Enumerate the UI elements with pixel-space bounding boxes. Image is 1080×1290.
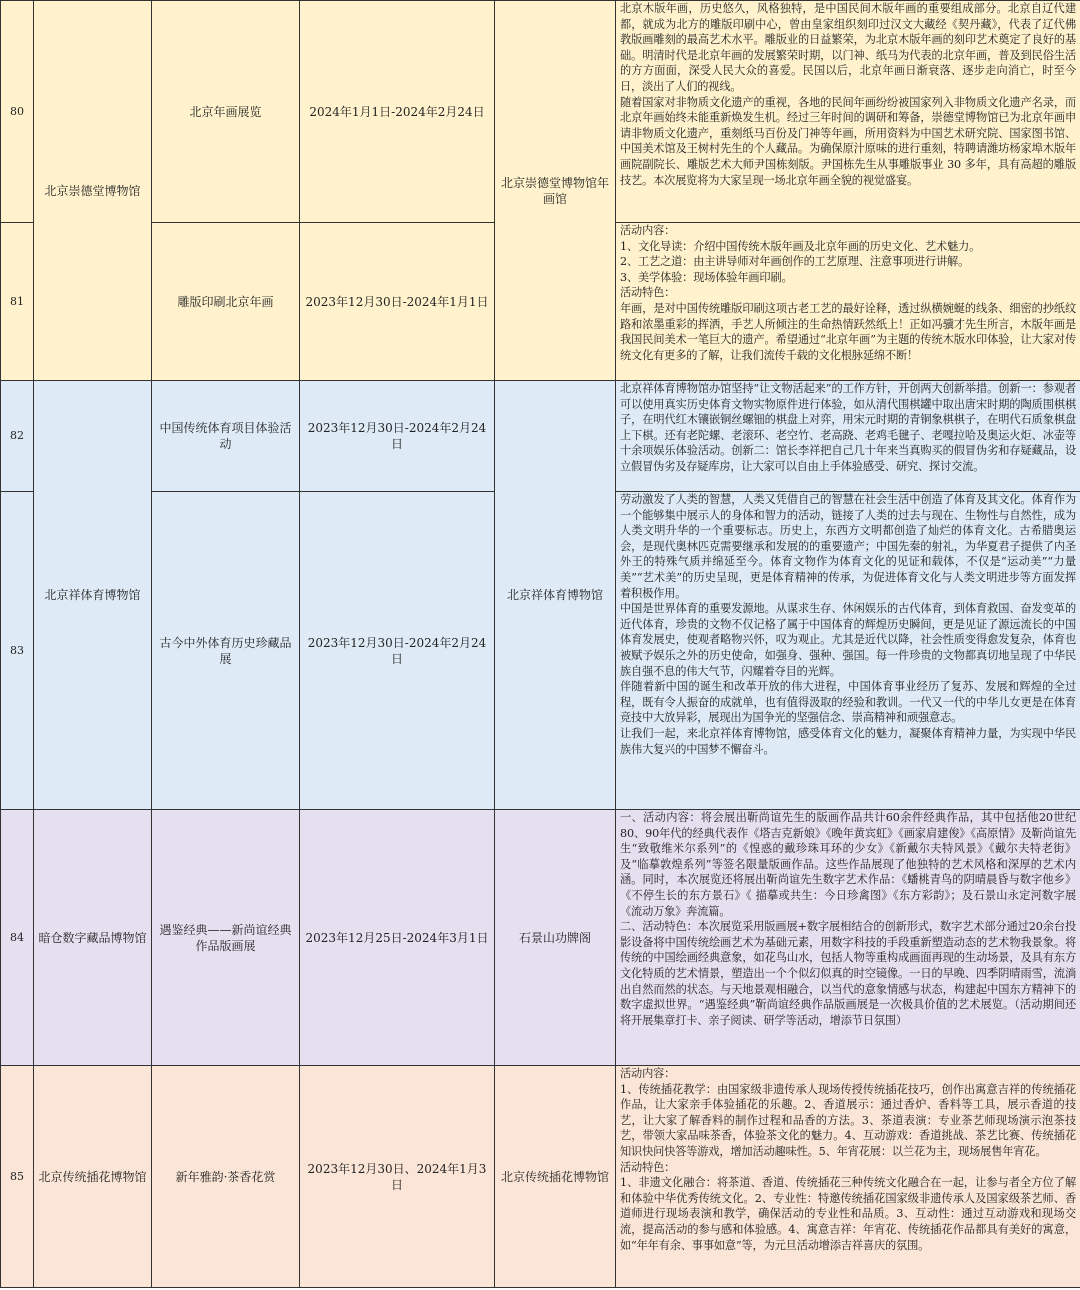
exhibition-dates: 2023年12月30日-2024年2月24日	[300, 492, 495, 810]
exhibition-dates: 2024年1月1日-2024年2月24日	[300, 1, 495, 223]
venue: 石景山功牌阁	[495, 810, 616, 1066]
row-number: 82	[1, 381, 34, 492]
row-number: 84	[1, 810, 34, 1066]
description-text: 北京木版年画，历史悠久，风格独特，是中国民间木版年画的重要组成部分。北京自辽代建都，就成为北方的雕版印刷中心，曾由皇家组织刻印过汉文大藏经《契丹藏》，代表了辽代佛教版画雕刻的最高艺术水平。雕版业的日益繁荣，为北京木版年画的刻印艺术奠定了良好的基础。明清时代是北京年画的发展繁荣时期，以门神、纸马为代表的北京年画，普及到民俗生活的方方面面，深受人民大众的喜爱。民国以后，北京年画日渐衰落、逐步走向消亡，时至今日，淡出了人们的视线。 随着国家对非物质文化遗产的重视，各地的民间年画纷纷被国家列入非物质文化遗产名录，而北京年画始终未能重新焕发生机。经过三年时间的调研和筹备，崇德堂博物馆已为北京年画申请非物质文化遗产，重刻纸马百份及门神等年画，所用资料为中国艺术研究院、国家图书馆、中国美术馆及王树村先生的个人藏品。为确保原汁原味的进行重刻，特聘请潍坊杨家埠木版年画院副院长、雕版艺术大师尹国栋刻版。尹国栋先生从事雕版事业 30 多年，具有高超的雕版技艺。本次展览将为大家呈现一场北京年画全貌的视觉盛宴。	[620, 2, 1076, 187]
row-number: 80	[1, 1, 34, 223]
row-number: 85	[1, 1066, 34, 1288]
venue: 北京崇德堂博物馆年画馆	[495, 1, 616, 381]
description	[616, 1066, 1080, 1288]
museum-name: 北京祥体育博物馆	[34, 381, 152, 810]
museum-name: 北京崇德堂博物馆	[34, 1, 152, 381]
exhibition-name: 新年雅韵·茶香花赏	[152, 1066, 300, 1288]
table-row	[1, 1066, 1080, 1288]
description	[616, 810, 1080, 1066]
exhibition-name: 遇鉴经典——新尚谊经典作品版画展	[152, 810, 300, 1066]
exhibition-name: 北京年画展览	[152, 1, 300, 223]
museum-name: 北京传统插花博物馆	[34, 1066, 152, 1288]
exhibition-dates: 2023年12月30日、2024年1月3日	[300, 1066, 495, 1288]
description-text: 活动内容： 1、传统插花教学：由国家级非遗传承人现场传授传统插花技巧，创作出寓意吉祥的传统插花作品，让大家亲手体验插花的乐趣。2、香道展示：通过香炉、香料等工具，展示香道的技艺，让大家了解香料的制作过程和品香的方法。3、茶道表演：专业茶艺师现场演示泡茶技艺，带领大家品味茶香，体验茶文化的魅力。4、互动游戏：香道挑战、茶艺比赛、传统插花知识快问快答等游戏，增加活动趣味性。5、年宵花展：以兰花为主，现场展售年宵花。 活动特色： 1、非遗文化融合：将茶道、香道、传统插花三种传统文化融合在一起，让参与者全方位了解和体验中华优秀传统文化。2、专业性：特邀传统插花国家级非遗传承人及国家级茶艺师、香道师进行现场表演和教学，确保活动的专业性和品质。3、互动性：通过互动游戏和现场交流，提高活动的参与感和体验感。4、寓意吉祥：年宵花、传统插花作品都具有美好的寓意，如“年年有余、事事如意”等，为元旦活动增添吉祥喜庆的氛围。	[620, 1067, 1076, 1252]
table-row	[1, 1, 1080, 223]
table-row	[1, 381, 1080, 492]
museum-name: 暗仓数字藏品博物馆	[34, 810, 152, 1066]
table-row	[1, 810, 1080, 1066]
venue: 北京传统插花博物馆	[495, 1066, 616, 1288]
exhibition-name: 古今中外体育历史珍藏品展	[152, 492, 300, 810]
description-text: 北京祥体育博物馆办馆坚持“让文物活起来”的工作方针，开创两大创新举措。创新一：参观者可以使用真实历史体育文物实物原件进行体验，如从清代围棋罐中取出唐宋时期的陶质围棋棋子，在明代红木镶嵌铜丝螺钿的棋盘上对弈，用宋元时期的青铜象棋棋子，在明代石质象棋盘上下棋。还有老陀螺、老滚环、老空竹、老高跷、老鸡毛毽子、老嘎拉哈及奥运火炬、冰壶等十余项娱乐体验活动。创新二：馆长李祥把自己几十年来当真购买的假冒伪劣和存疑藏品，设立假冒伪劣及存疑库房，让大家可以自由上手体验感受、研究、探讨交流。	[620, 382, 1076, 473]
exhibition-name: 中国传统体育项目体验活动	[152, 381, 300, 492]
exhibition-dates: 2023年12月25日-2024年3月1日	[300, 810, 495, 1066]
exhibition-dates: 2023年12月30日-2024年2月24日	[300, 381, 495, 492]
row-number: 81	[1, 223, 34, 381]
description-text: 劳动激发了人类的智慧，人类又凭借自己的智慧在社会生活中创造了体育及其文化。体育作为一个能够集中展示人的身体和智力的活动，链接了人类的过去与现在、生物性与自然性，成为人类文明升华的一个重要标志。历史上，东西方文明都创造了灿烂的体育文化。古希腊奥运会，是现代奥林匹克需要继承和发展的的重要遗产；中国先秦的射礼，为华夏君子提供了内圣外王的特殊气质并绵延至今。体育文物作为体育文化的见证和载体，不仅是“运动美”“力量美”“艺术美”的历史呈现，更是体育精神的传承，为促进体育文化与人类文明进步等方面发挥着积极作用。 中国是世界体育的重要发源地。从谋求生存、休闲娱乐的古代体育，到体育救国、奋发变革的近代体育，珍贵的文物不仅记格了属于中国体育的辉煌历史瞬间，更是见证了源远流长的中国体育发展史，使观者略物兴怀，叹为观止。尤其是近代以降，社会性质变得愈发复杂，体育也被赋予娱乐之外的历史使命，如强身、强种、强国。每一件珍贵的文物都真切地呈现了中华民族自强不息的伟大气节，闪耀着夺目的光辉。 伴随着新中国的诞生和改革开放的伟大进程，中国体育事业经历了复苏、发展和辉煌的全过程，既有令人振奋的成就单，也有值得汲取的经验和教训。一代又一代的中华儿女更是在体育竞技中大放异彩，展现出为国争光的坚强信念、崇高精神和顽强意志。 让我们一起，来北京祥体育博物馆，感受体育文化的魅力，凝聚体育精神力量，为实现中华民族伟大复兴的中国梦不懈奋斗。	[620, 493, 1076, 756]
description	[616, 381, 1080, 492]
description-text: 一、活动内容：将会展出靳尚谊先生的版画作品共计60余件经典作品，其中包括他20世纪80、90年代的经典代表作《塔吉克新娘》《晚年黄宾虹》《画家肩建俊》《高原情》及靳尚谊先生“致敬维米尔系列”的《惶惑的戴珍珠耳环的少女》《新戴尔夫特风景》《戴尔夫特老街》及“临摹敦煌系列”等签名限量版画作品。这些作品展现了他独特的艺术风格和深厚的艺术内涵。同时，本次展览还将展出靳尚谊先生数字艺术作品：《蟠桃青鸟的阴晴晨昏与数字他乡》《不停生长的东方景石》《 描摹或共生：今日珍禽图》《东方彩韵》；及石景山永定河数字展《流动万象》奔流篇。 二、活动特色：本次展览采用版画展+数字展相结合的创新形式，数字艺术部分通过20余台投影设备将中国传统绘画艺术为基础元素，用数字科技的手段重新塑造动态的艺术物我景象。将传统的中国绘画经典意象，如花鸟山水，包括人物等重构成画面再现的生动场景，及具有东方文化特质的艺术情景，塑造出一个个似幻似真的时空镜像。一日的早晚、四季阴晴雨雪，流淌出自然而然的状态。与天地景观相融合，以当代的意象情感与状态，构建起中国东方精神下的数字虚拟世界。“遇鉴经典”靳尚谊经典作品版画展是一次极具价值的艺术展览。（活动期间还将开展集章打卡、亲子阅读、研学等活动，增添节日氛围）	[620, 811, 1076, 1027]
description-text: 活动内容： 1、文化导读：介绍中国传统木版年画及北京年画的历史文化、艺术魅力。 2、工艺之道：由主讲导师对年画创作的工艺原理、注意事项进行讲解。 3、美学体验：现场体验年画印刷。 活动特色： 年画，是对中国传统雕版印刷这项古老工艺的最好诠释，透过纵横婉蜒的线条、细密的抄纸纹路和浓墨重彩的挥洒，手艺人所倾注的生命热情跃然纸上！正如冯骥才先生所言，木版年画是我国民间美术一笔巨大的遗产。希望通过“北京年画”为主题的传统木版水印体验，让大家对传统文化有更多的了解，让我们流传千载的文化根脉延绵不断！	[620, 224, 1076, 362]
venue: 北京祥体育博物馆	[495, 381, 616, 810]
exhibition-dates: 2023年12月30日-2024年1月1日	[300, 223, 495, 381]
description	[616, 492, 1080, 810]
row-number: 83	[1, 492, 34, 810]
exhibition-name: 雕版印刷北京年画	[152, 223, 300, 381]
description	[616, 1, 1080, 223]
description	[616, 223, 1080, 381]
